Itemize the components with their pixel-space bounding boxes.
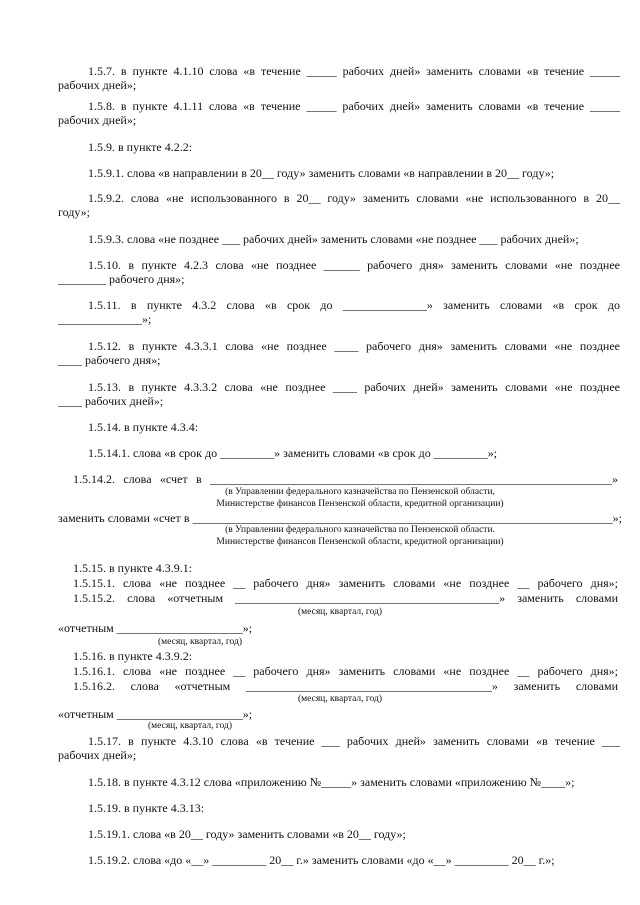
item-1-5-14-2-line1: 1.5.14.2. слова «счет в ___________________________________________________________________» xyxy=(73,472,618,486)
item-1-5-13-line1: 1.5.13. в пункте 4.3.3.2 слова «не позднее ____ рабочих дней» заменить словами «не позднее xyxy=(88,380,620,394)
item-1-5-15: 1.5.15. в пункте 4.3.9.1: xyxy=(73,561,193,575)
item-1-5-7-line2: рабочих дней»; xyxy=(58,78,137,92)
item-1-5-14-2-line2: заменить словами «счет в ______________________________________________________________________»; xyxy=(58,511,622,525)
caption-period-2: (месяц, квартал, год) xyxy=(157,637,243,647)
item-1-5-7-line1: 1.5.7. в пункте 4.1.10 слова «в течение _____ рабочих дней» заменить словами «в течение _____ xyxy=(88,64,620,78)
caption-period-3: (месяц, квартал, год) xyxy=(297,694,383,704)
item-1-5-15-2-line2: «отчетным _____________________»; xyxy=(58,621,253,635)
caption-period-4: (месяц, квартал, год) xyxy=(147,721,233,731)
item-1-5-9: 1.5.9. в пункте 4.2.2: xyxy=(88,140,193,154)
caption-account-1b: Министерстве финансов Пензенской области, кредитной организации) xyxy=(216,499,504,509)
item-1-5-10-line2: ________ рабочего дня»; xyxy=(58,272,185,286)
item-1-5-18: 1.5.18. в пункте 4.3.12 слова «приложению №_____» заменить словами «приложению №____»; xyxy=(88,775,575,789)
item-1-5-10-line1: 1.5.10. в пункте 4.2.3 слова «не позднее ______ рабочего дня» заменить словами «не позднее xyxy=(88,258,620,272)
item-1-5-9-2-line1: 1.5.9.2. слова «не использованного в 20__ году» заменить словами «не использованного в 20__ xyxy=(88,191,620,205)
item-1-5-17-line2: рабочих дней»; xyxy=(58,748,137,762)
item-1-5-19: 1.5.19. в пункте 4.3.13: xyxy=(88,801,205,815)
item-1-5-16-1: 1.5.16.1. слова «не позднее __ рабочего дня» заменить словами «не позднее __ рабочего дня»; xyxy=(73,664,618,678)
item-1-5-16-2-line1: 1.5.16.2. слова «отчетным _________________________________________» заменить словами xyxy=(73,679,618,693)
item-1-5-11-line2: ______________»; xyxy=(58,312,152,326)
item-1-5-16: 1.5.16. в пункте 4.3.9.2: xyxy=(73,649,193,663)
caption-account-1a: (в Управлении федерального казначейства по Пензенской области, xyxy=(225,487,495,497)
item-1-5-17-line1: 1.5.17. в пункте 4.3.10 слова «в течение ___ рабочих дней» заменить словами «в течение ___ xyxy=(88,734,620,748)
item-1-5-19-2: 1.5.19.2. слова «до «__» _________ 20__ г.» заменить словами «до «__» _________ 20__ г.»; xyxy=(88,853,555,867)
item-1-5-8-line1: 1.5.8. в пункте 4.1.11 слова «в течение _____ рабочих дней» заменить словами «в течение _____ xyxy=(88,99,620,113)
item-1-5-9-2-line2: году»; xyxy=(58,205,91,219)
item-1-5-9-3: 1.5.9.3. слова «не позднее ___ рабочих дней» заменить словами «не позднее ___ рабочих дней»; xyxy=(88,232,579,246)
item-1-5-15-1: 1.5.15.1. слова «не позднее __ рабочего дня» заменить словами «не позднее __ рабочего дня»; xyxy=(73,576,618,590)
item-1-5-12-line2: ____ рабочего дня»; xyxy=(58,353,161,367)
item-1-5-9-1: 1.5.9.1. слова «в направлении в 20__ году» заменить словами «в направлении в 20__ году»; xyxy=(88,166,555,180)
caption-period-1: (месяц, квартал, год) xyxy=(297,607,383,617)
item-1-5-14-1: 1.5.14.1. слова «в срок до _________» заменить словами «в срок до _________»; xyxy=(88,446,498,460)
caption-account-2b: Министерстве финансов Пензенской области, кредитной организации) xyxy=(216,537,504,547)
caption-account-2a: (в Управлении федерального казначейства по Пензенской области. xyxy=(225,525,495,535)
item-1-5-12-line1: 1.5.12. в пункте 4.3.3.1 слова «не позднее ____ рабочего дня» заменить словами «не позднее xyxy=(88,339,620,353)
item-1-5-11-line1: 1.5.11. в пункте 4.3.2 слова «в срок до ______________» заменить словами «в срок до xyxy=(88,298,620,312)
item-1-5-8-line2: рабочих дней»; xyxy=(58,113,137,127)
item-1-5-14: 1.5.14. в пункте 4.3.4: xyxy=(88,420,199,434)
item-1-5-19-1: 1.5.19.1. слова «в 20__ году» заменить словами «в 20__ году»; xyxy=(88,827,406,841)
item-1-5-13-line2: ____ рабочих дней»; xyxy=(58,394,164,408)
item-1-5-16-2-line2: «отчетным _____________________»; xyxy=(58,707,253,721)
item-1-5-15-2-line1: 1.5.15.2. слова «отчетным ____________________________________________» заменить словами xyxy=(73,591,618,605)
